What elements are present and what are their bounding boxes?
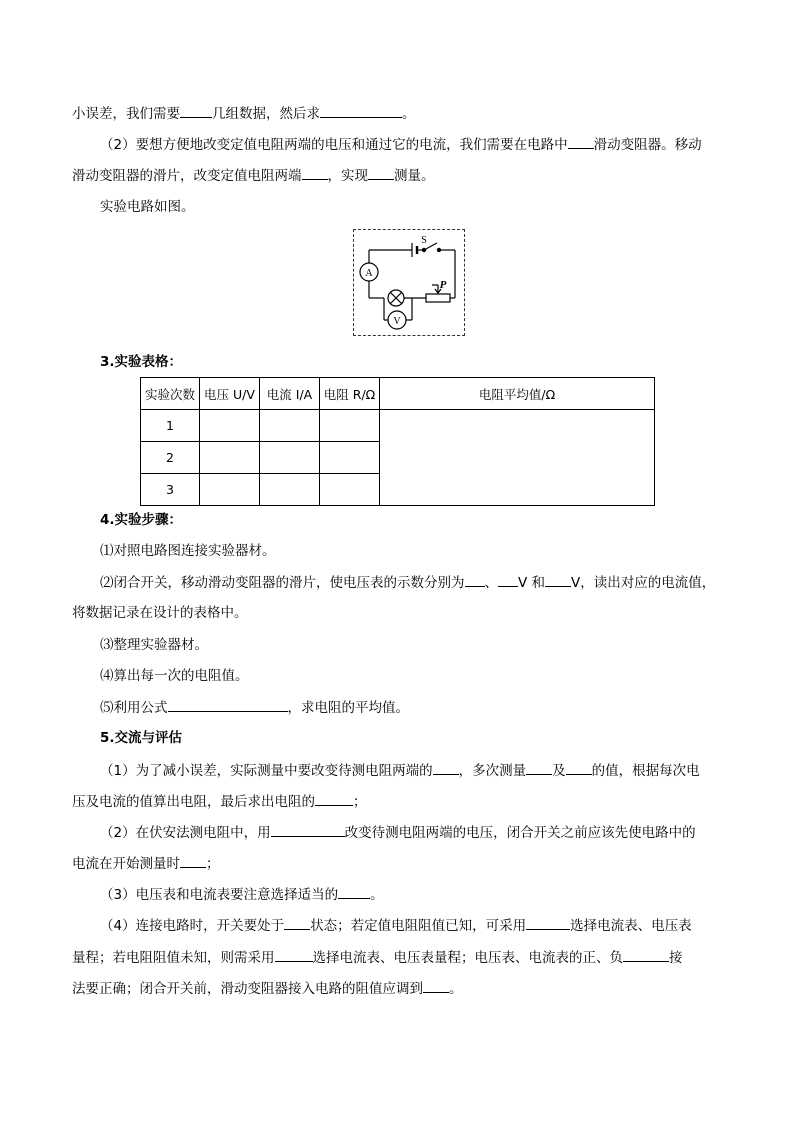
eval-4-line-3 [72,978,463,999]
text: 电流在开始测量时 [72,856,180,872]
text: 测量。 [394,168,435,184]
blank[interactable] [338,884,370,899]
text: （1）为了减小误差，实际测量中要改变待测电阻两端的 [100,763,433,779]
text: V，读出对应的电流值， [571,575,716,591]
blank[interactable] [284,915,310,930]
step-2-line-2: 将数据记录在设计的表格中。 [72,605,248,621]
figure-caption: 实验电路如图。 [100,199,195,215]
eval-1-line-1 [100,760,700,781]
cell-current[interactable] [260,442,320,474]
text: 、 [484,575,498,591]
intro-line-2 [100,134,702,155]
trial-number: 1 [141,410,200,442]
header-current: 电流 I/A [260,378,320,410]
intro-line-3 [72,165,435,186]
text: 。 [370,887,384,903]
circuit-diagram [353,229,465,336]
blank[interactable] [545,572,571,587]
text: 滑动变阻器的滑片，改变定值电阻两端 [72,168,302,184]
text: 几组数据，然后求 [212,106,320,122]
blank[interactable] [526,760,552,775]
text: ，多次测量 [458,763,527,779]
text: （2）在伏安法测电阻中，用 [100,825,271,841]
cell-voltage[interactable] [200,410,260,442]
eval-2-line-1 [100,822,696,843]
text: 。 [402,106,416,122]
circuit-svg [354,230,466,337]
blank[interactable] [433,760,459,775]
header-voltage: 电压 U/V [200,378,260,410]
step-3: ⑶整理实验器材。 [100,637,208,653]
switch-label: S [421,235,427,246]
eval-4-line-2 [72,947,683,968]
text: 选择电流表、电压表 [570,918,692,934]
blank[interactable] [302,165,328,180]
voltmeter-label: V [393,316,401,327]
eval-4-line-1 [100,915,692,936]
slider-label: P [439,279,447,291]
cell-resistance[interactable] [320,474,380,506]
blank[interactable] [498,572,518,587]
blank[interactable] [423,978,449,993]
header-trial: 实验次数 [141,378,200,410]
text: 压及电流的值算出电阻，最后求出电阻的 [72,794,315,810]
blank[interactable] [180,853,206,868]
steps-heading: 4.实验步骤： [100,512,183,528]
trial-number: 2 [141,442,200,474]
blank[interactable] [275,947,313,962]
cell-resistance[interactable] [320,410,380,442]
text: 法要正确；闭合开关前，滑动变阻器接入电路的阻值应调到 [72,981,423,997]
blank[interactable] [271,822,345,837]
text: 改变待测电阻两端的电压，闭合开关之前应该先使电路中的 [344,825,696,841]
experiment-table [140,377,655,506]
text: ⑵闭合开关，移动滑动变阻器的滑片，使电压表的示数分别为 [100,575,465,591]
table-row [141,410,655,442]
text: ； [206,856,220,872]
text: ，实现 [327,168,368,184]
blank[interactable] [465,572,485,587]
blank[interactable] [320,103,402,118]
rheostat [426,294,450,302]
text: 的值，根据每次电 [591,763,700,779]
step-1: ⑴对照电路图连接实验器材。 [100,543,276,559]
blank[interactable] [315,791,353,806]
eval-3 [100,884,384,905]
cell-current[interactable] [260,474,320,506]
blank[interactable] [368,165,394,180]
text: ⑸利用公式 [100,700,168,716]
text: 滑动变阻器。移动 [593,137,702,153]
text: V 和 [518,575,546,591]
ammeter-label: A [365,268,373,279]
text: （3）电压表和电流表要注意选择适当的 [100,887,339,903]
text: 。 [449,981,463,997]
table-heading: 3.实验表格： [100,354,183,370]
text: ，求电阻的平均值。 [287,700,409,716]
text: ； [353,794,367,810]
blank[interactable] [623,947,669,962]
cell-resistance[interactable] [320,442,380,474]
cell-average[interactable] [380,410,655,506]
formula-blank[interactable] [168,697,288,712]
blank[interactable] [568,134,594,149]
header-resistance: 电阻 R/Ω [320,378,380,410]
text: 接 [669,950,683,966]
text: （2）要想方便地改变定值电阻两端的电压和通过它的电流，我们需要在电路中 [100,137,568,153]
text: 状态；若定值电阻阻值已知，可采用 [310,918,527,934]
header-average: 电阻平均值/Ω [380,378,655,410]
table-header-row [141,378,655,410]
step-5 [100,697,409,718]
text: 小误差，我们需要 [72,106,180,122]
blank[interactable] [180,103,212,118]
trial-number: 3 [141,474,200,506]
cell-voltage[interactable] [200,474,260,506]
blank[interactable] [526,915,570,930]
eval-heading: 5.交流与评估 [100,730,183,746]
text: （4）连接电路时，开关要处于 [100,918,285,934]
text: 量程；若电阻阻值未知，则需采用 [72,950,275,966]
eval-1-line-2 [72,791,367,812]
blank[interactable] [566,760,592,775]
intro-line-1 [72,103,416,124]
cell-voltage[interactable] [200,442,260,474]
text: 及 [552,763,566,779]
step-2-line-1 [100,572,715,593]
step-4: ⑷算出每一次的电阻值。 [100,668,249,684]
cell-current[interactable] [260,410,320,442]
eval-2-line-2 [72,853,220,874]
text: 选择电流表、电压表量程；电压表、电流表的正、负 [312,950,623,966]
